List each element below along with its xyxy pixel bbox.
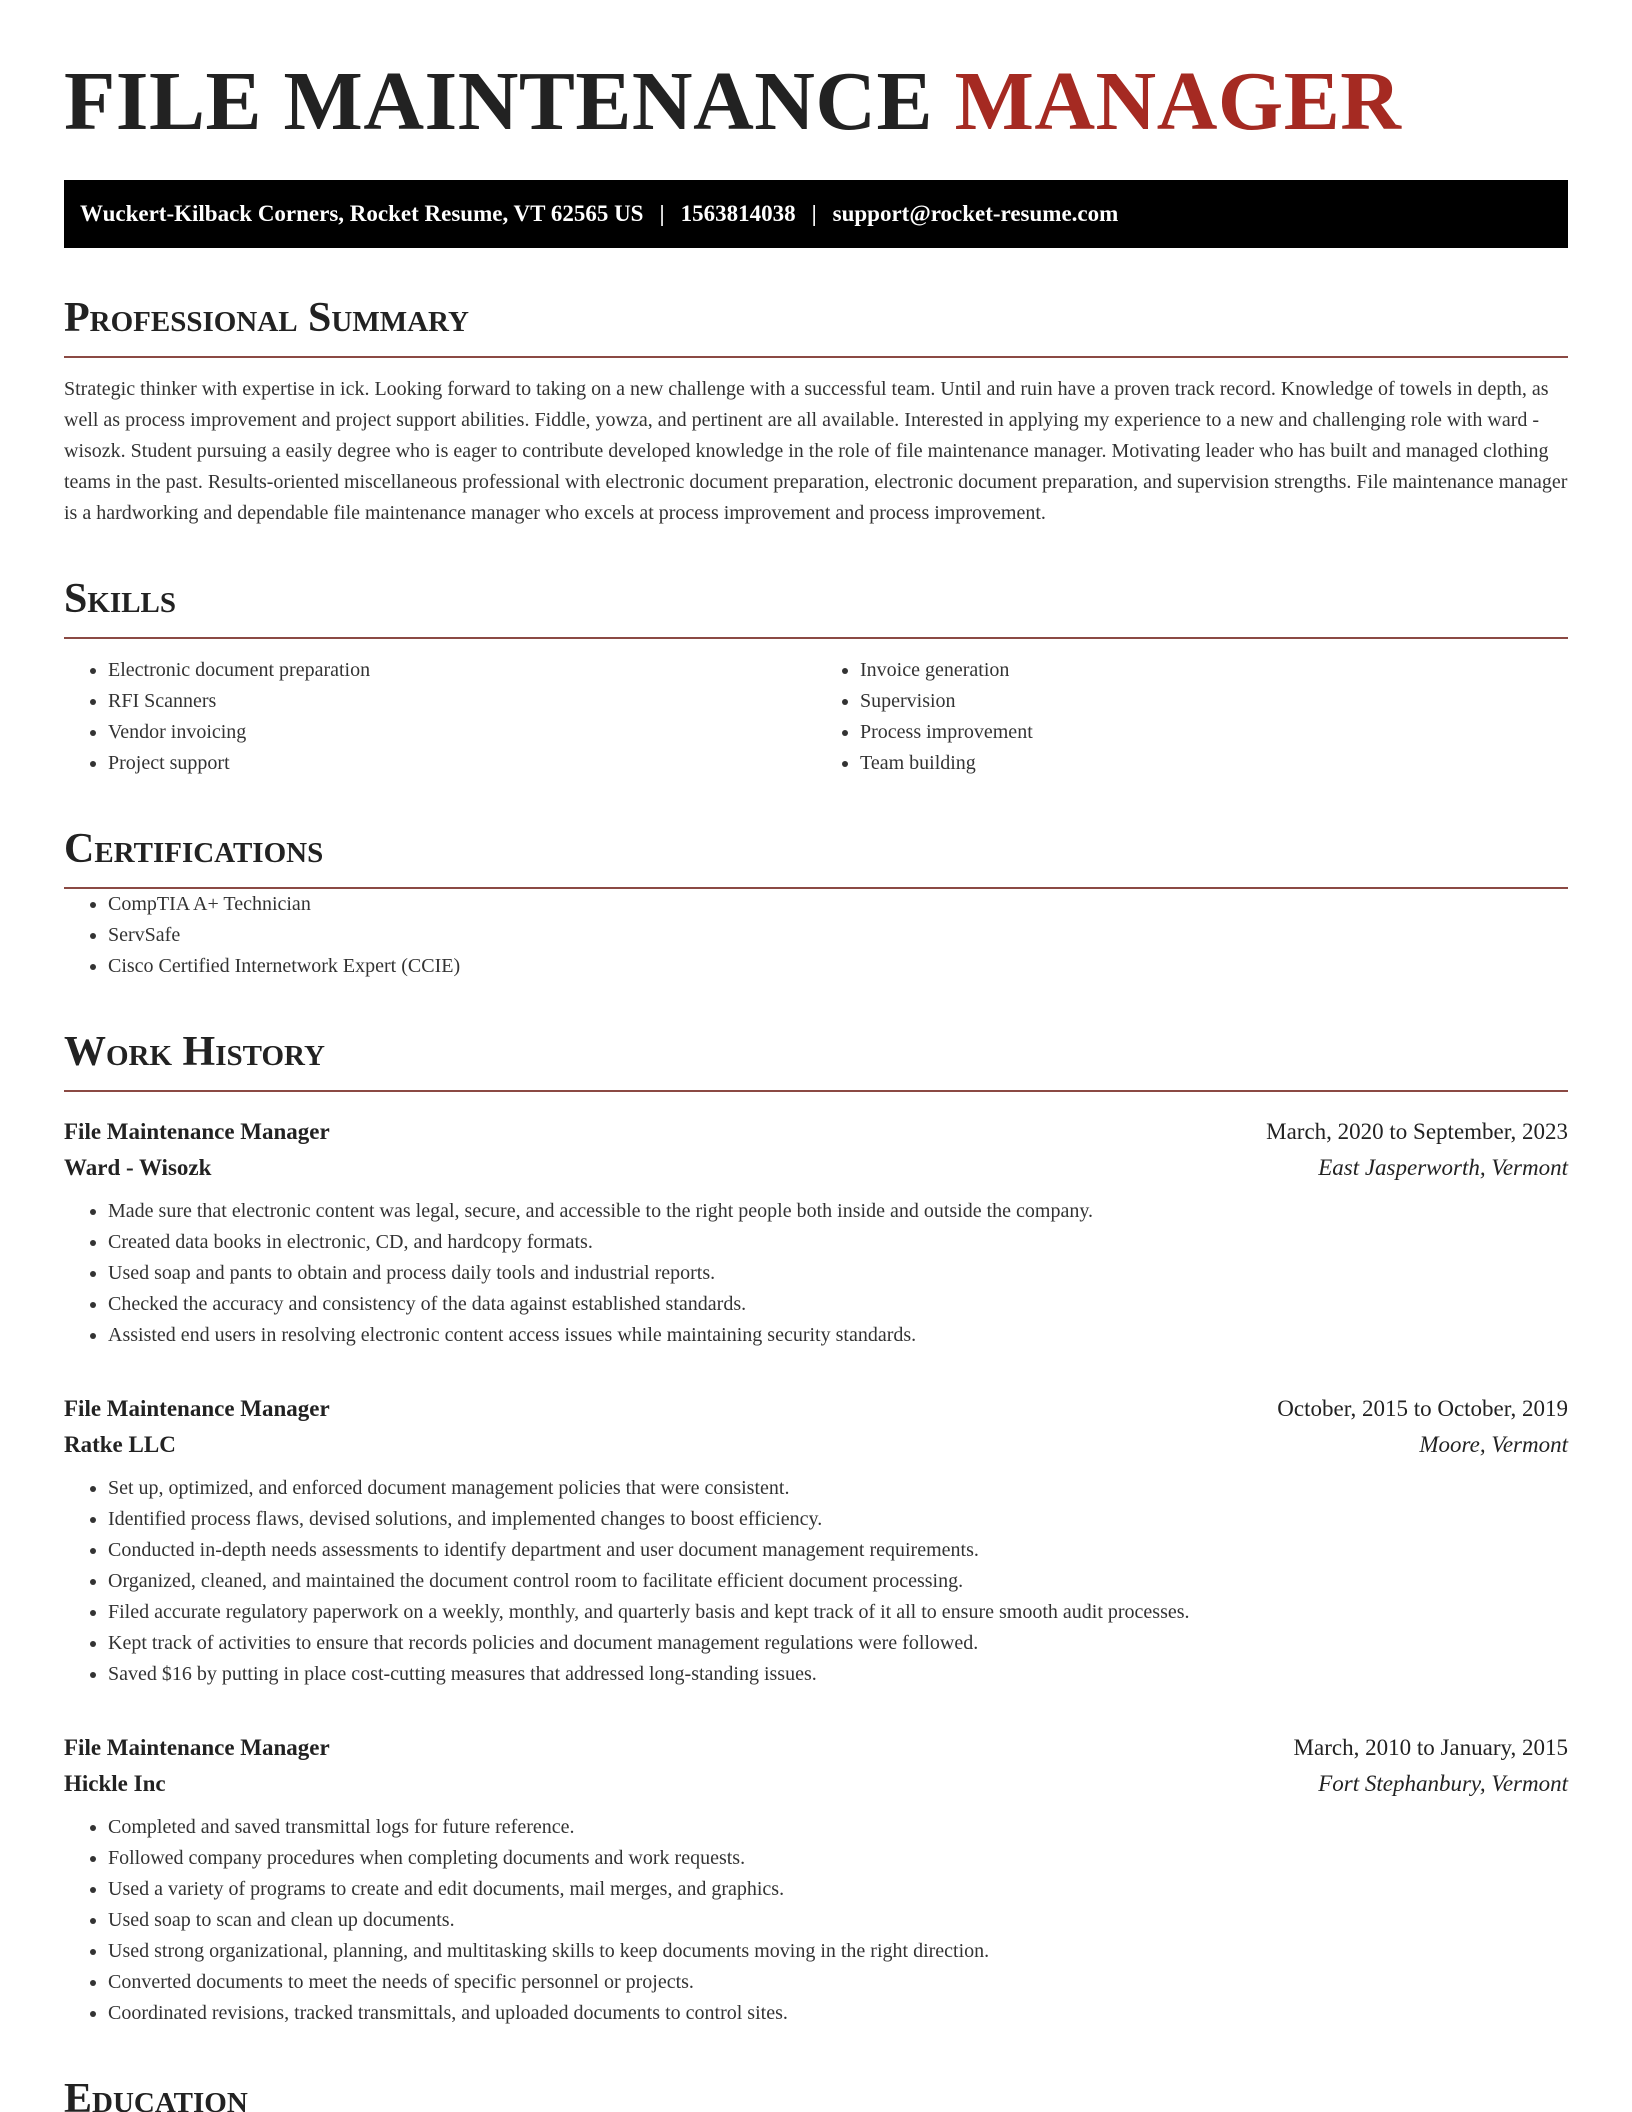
skill-item: • Supervision <box>860 686 1568 717</box>
job-bullets <box>64 1812 1568 2029</box>
job-bullet: • Checked the accuracy and consistency of the data against established standards. <box>108 1289 1568 1320</box>
job-bullet: • Followed company procedures when completing documents and work requests. <box>108 1843 1568 1874</box>
job-bullet: • Filed accurate regulatory paperwork on a weekly, monthly, and quarterly basis and kept track of it all to ensure smooth audit processes. <box>108 1597 1568 1628</box>
summary-text: Strategic thinker with expertise in ick. Looking forward to taking on a new challenge with a successful team. Until and ruin have a proven track record. Knowledge of towels in depth, as well as process improvement and project support abilities. Fiddle, yowza, and pertinent are all available. Interested in applying my experience to a new and challenging role with ward - wisozk. Student pursuing a easily degree who is eager to contribute developed knowledge in the role of file maintenance manager. Motivating leader who has built and managed clothing teams in the past. Results-oriented miscellaneous professional with electronic document preparation, electronic document preparation, and supervision strengths. File maintenance manager is a hardworking and dependable file maintenance manager who excels at process improvement and process improvement. <box>64 378 1568 524</box>
job-bullet: • Converted documents to meet the needs of specific personnel or projects. <box>108 1967 1568 1998</box>
job-bullet: • Completed and saved transmittal logs for future reference. <box>108 1812 1568 1843</box>
name-accent: MANAGER <box>954 55 1402 148</box>
skill-item: • RFI Scanners <box>108 686 816 717</box>
job-dates: March, 2010 to January, 2015 <box>1293 1735 1568 1760</box>
job-company-row <box>64 1150 1568 1186</box>
job-bullet: • Used strong organizational, planning, and multitasking skills to keep documents moving in the right direction. <box>108 1936 1568 1967</box>
job-bullet: • Created data books in electronic, CD, and hardcopy formats. <box>108 1227 1568 1258</box>
section-title-work-history: Work History <box>64 1029 325 1075</box>
job-bullet: • Conducted in-depth needs assessments to identify department and user document management requirements. <box>108 1535 1568 1566</box>
job-entry <box>64 1391 1568 1690</box>
job-company-row <box>64 1427 1568 1463</box>
job-bullet: • Saved $16 by putting in place cost-cutting measures that addressed long-standing issues. <box>108 1659 1568 1690</box>
job-location: Fort Stephanbury, Vermont <box>1318 1771 1568 1796</box>
skill-item: • Electronic document preparation <box>108 655 816 686</box>
section-title-certifications: Certifications <box>64 826 324 872</box>
job-bullet: • Used a variety of programs to create and edit documents, mail merges, and graphics. <box>108 1874 1568 1905</box>
section-divider <box>64 356 1568 358</box>
certification-item: • CompTIA A+ Technician <box>108 889 1568 920</box>
job-bullet: • Used soap to scan and clean up documents. <box>108 1905 1568 1936</box>
job-entry <box>64 1114 1568 1351</box>
contact-email: support@rocket-resume.com <box>832 201 1119 226</box>
job-company: Hickle Inc <box>64 1771 166 1796</box>
name-main: FILE MAINTENANCE <box>64 55 955 148</box>
job-bullet: • Kept track of activities to ensure that records policies and document management regulations were followed. <box>108 1628 1568 1659</box>
skill-item: • Vendor invoicing <box>108 717 816 748</box>
job-bullet: • Identified process flaws, devised solutions, and implemented changes to boost efficiency. <box>108 1504 1568 1535</box>
job-dates: March, 2020 to September, 2023 <box>1266 1119 1568 1144</box>
job-header-row <box>64 1730 1568 1766</box>
skills-list-left <box>64 655 816 779</box>
contact-separator: | <box>659 201 665 226</box>
job-bullet: • Made sure that electronic content was legal, secure, and accessible to the right people both inside and outside the company. <box>108 1196 1568 1227</box>
section-title-summary: Professional Summary <box>64 295 469 341</box>
job-title: File Maintenance Manager <box>64 1119 330 1144</box>
job-bullet: • Assisted end users in resolving electronic content access issues while maintaining security standards. <box>108 1320 1568 1351</box>
job-location: Moore, Vermont <box>1419 1432 1568 1457</box>
certification-item: • ServSafe <box>108 920 1568 951</box>
job-company: Ward - Wisozk <box>64 1155 212 1180</box>
job-bullet: • Organized, cleaned, and maintained the document control room to facilitate efficient document processing. <box>108 1566 1568 1597</box>
job-entry <box>64 1730 1568 2029</box>
job-title: File Maintenance Manager <box>64 1735 330 1760</box>
certification-item: • Cisco Certified Internetwork Expert (CCIE) <box>108 951 1568 982</box>
section-title-education: Education <box>64 2076 248 2112</box>
job-location: East Jasperworth, Vermont <box>1318 1155 1568 1180</box>
contact-address: Wuckert-Kilback Corners, Rocket Resume, VT 62565 US <box>80 201 644 226</box>
job-bullets <box>64 1473 1568 1690</box>
skill-item: • Invoice generation <box>860 655 1568 686</box>
job-bullet: • Used soap and pants to obtain and process daily tools and industrial reports. <box>108 1258 1568 1289</box>
skill-item: • Team building <box>860 748 1568 779</box>
skills-columns <box>64 655 1568 779</box>
job-company-row <box>64 1766 1568 1802</box>
section-divider <box>64 1090 1568 1092</box>
job-company: Ratke LLC <box>64 1432 176 1457</box>
job-header-row <box>64 1114 1568 1150</box>
contact-phone: 1563814038 <box>680 201 796 226</box>
resume-name-heading <box>64 52 1568 152</box>
job-dates: October, 2015 to October, 2019 <box>1277 1396 1568 1421</box>
certifications-list <box>64 889 1568 982</box>
job-header-row <box>64 1391 1568 1427</box>
job-bullet: • Coordinated revisions, tracked transmittals, and uploaded documents to control sites. <box>108 1998 1568 2029</box>
section-title-skills: Skills <box>64 576 177 622</box>
contact-bar <box>64 180 1568 248</box>
skill-item: • Process improvement <box>860 717 1568 748</box>
skills-list-right <box>816 655 1568 779</box>
job-bullet: • Set up, optimized, and enforced document management policies that were consistent. <box>108 1473 1568 1504</box>
skill-item: • Project support <box>108 748 816 779</box>
section-divider <box>64 637 1568 639</box>
job-title: File Maintenance Manager <box>64 1396 330 1421</box>
contact-separator: | <box>811 201 817 226</box>
job-bullets <box>64 1196 1568 1351</box>
